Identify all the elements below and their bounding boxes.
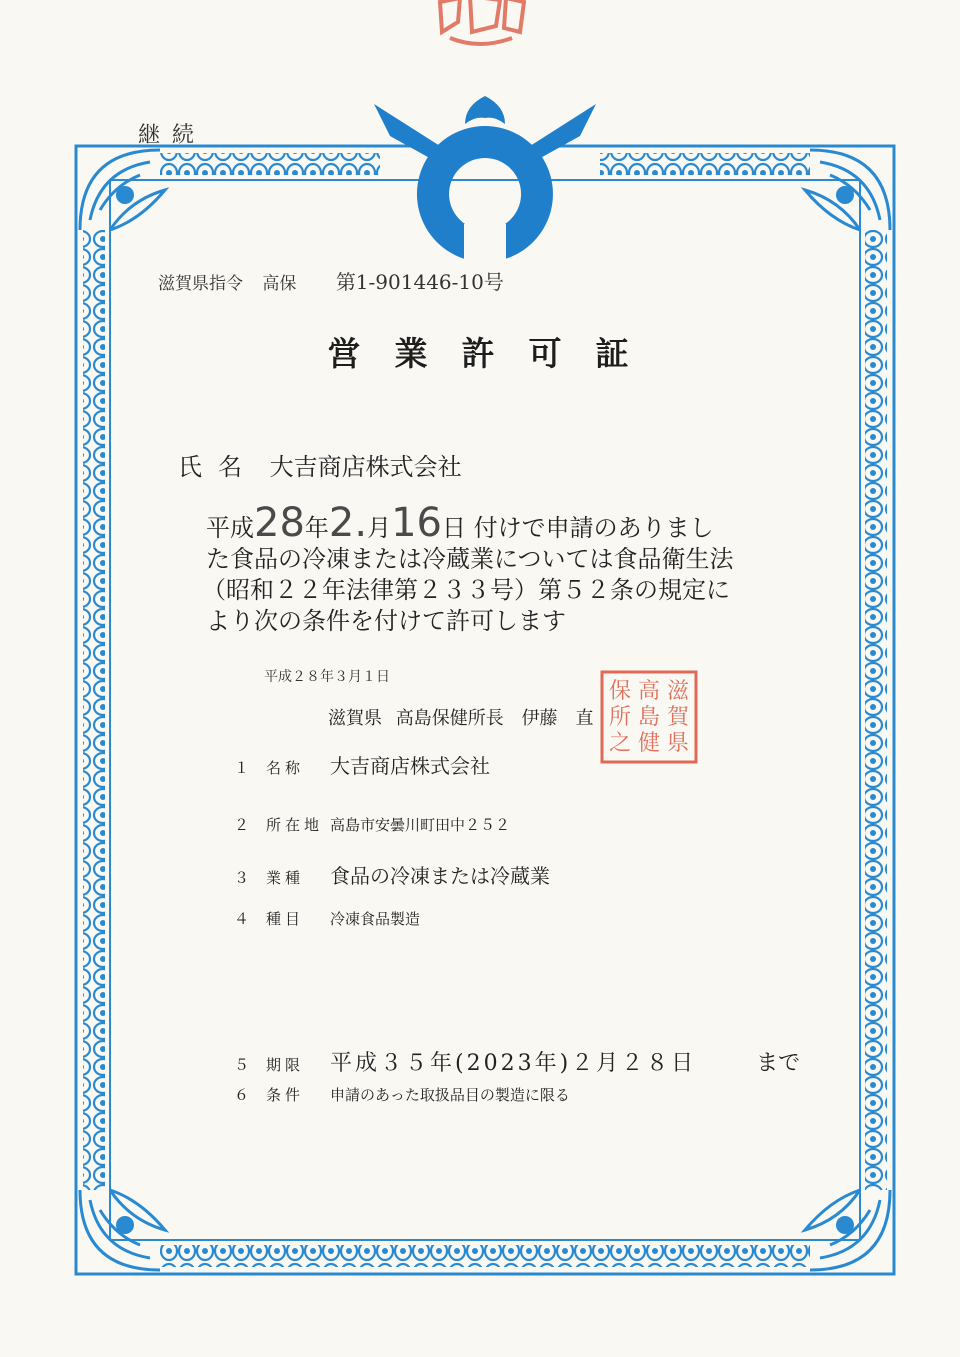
issuer-title: 高島保健所長	[395, 708, 504, 729]
month-stamp: 2.	[328, 500, 368, 546]
era-prefix: 平成	[206, 514, 254, 542]
statement-line-2: た食品の冷凍または冷蔵業については食品衛生法	[206, 545, 734, 573]
decree-line	[158, 266, 518, 295]
seal-character: 島	[637, 705, 661, 730]
renewal-label: 継続	[138, 123, 207, 148]
seal-character: 之	[608, 731, 632, 756]
office-code: 高保	[262, 274, 297, 294]
seal-character: 健	[637, 731, 661, 756]
month-suffix: 月	[367, 514, 392, 542]
prefecture-emblem-icon	[370, 96, 600, 266]
applicant-label: 氏名	[178, 453, 258, 481]
item-value: 高島市安曇川町田中２５２	[330, 816, 511, 834]
item-label: 所在地	[266, 816, 324, 834]
item-row-name	[234, 750, 490, 779]
item-number: ４	[234, 910, 250, 928]
seal-character: 所	[608, 705, 632, 730]
seal-character: 保	[608, 679, 632, 704]
seal-character: 滋	[666, 679, 690, 704]
permit-statement	[202, 500, 796, 637]
official-seal-icon	[598, 668, 700, 766]
statement-text-1: 付けで申請のありまし	[465, 514, 714, 542]
seal-character: 高	[637, 679, 661, 704]
day-stamp: 16	[391, 500, 442, 546]
year-stamp: 28	[254, 500, 305, 546]
item-label: 業種	[266, 869, 305, 887]
partial-stamp-top	[430, 0, 530, 54]
item-number: ６	[234, 1086, 250, 1104]
item-value: 食品の冷凍または冷蔵業	[330, 864, 550, 888]
item-value: 申請のあった取扱品目の製造に限る	[330, 1086, 570, 1104]
decree-number: 第1-901446-10号	[335, 270, 504, 294]
issuer-prefecture: 滋賀県	[328, 708, 382, 729]
item-row-expiry	[234, 1046, 800, 1077]
item-number: ３	[234, 869, 250, 887]
item-label: 種目	[266, 910, 305, 928]
statement-line-4: より次の条件を付けて許可します	[206, 607, 566, 635]
applicant-row	[178, 447, 462, 482]
item-label: 期限	[266, 1056, 305, 1074]
issuer-line	[328, 704, 593, 730]
decree-prefix: 滋賀県指令	[158, 274, 243, 294]
seal-character: 賀	[666, 705, 690, 730]
item-suffix: まで	[756, 1051, 801, 1076]
item-number: ５	[234, 1056, 250, 1074]
statement-line-1	[206, 500, 796, 546]
applicant-name: 大吉商店株式会社	[269, 453, 462, 481]
issuer-name: 伊藤 直	[521, 708, 594, 729]
item-row-conditions	[234, 1084, 570, 1105]
item-value: 大吉商店株式会社	[330, 754, 490, 778]
item-label: 条件	[266, 1086, 305, 1104]
seal-character: 県	[666, 731, 690, 756]
item-row-business-type	[234, 860, 550, 889]
statement-line-3: （昭和２２年法律第２３３号）第５２条の規定に	[202, 576, 730, 604]
item-label: 名称	[266, 759, 305, 777]
item-number: １	[234, 759, 250, 777]
page-title: 営業許可証	[327, 334, 663, 373]
issue-date: 平成２８年３月１日	[264, 669, 390, 685]
item-number: ２	[234, 816, 250, 834]
year-suffix: 年	[304, 514, 329, 542]
item-value: 冷凍食品製造	[330, 910, 421, 928]
item-value: 平成３５年(2023年)２月２８日	[330, 1051, 697, 1076]
item-row-category	[234, 908, 420, 929]
day-suffix: 日	[441, 514, 466, 542]
item-row-address	[234, 814, 510, 835]
